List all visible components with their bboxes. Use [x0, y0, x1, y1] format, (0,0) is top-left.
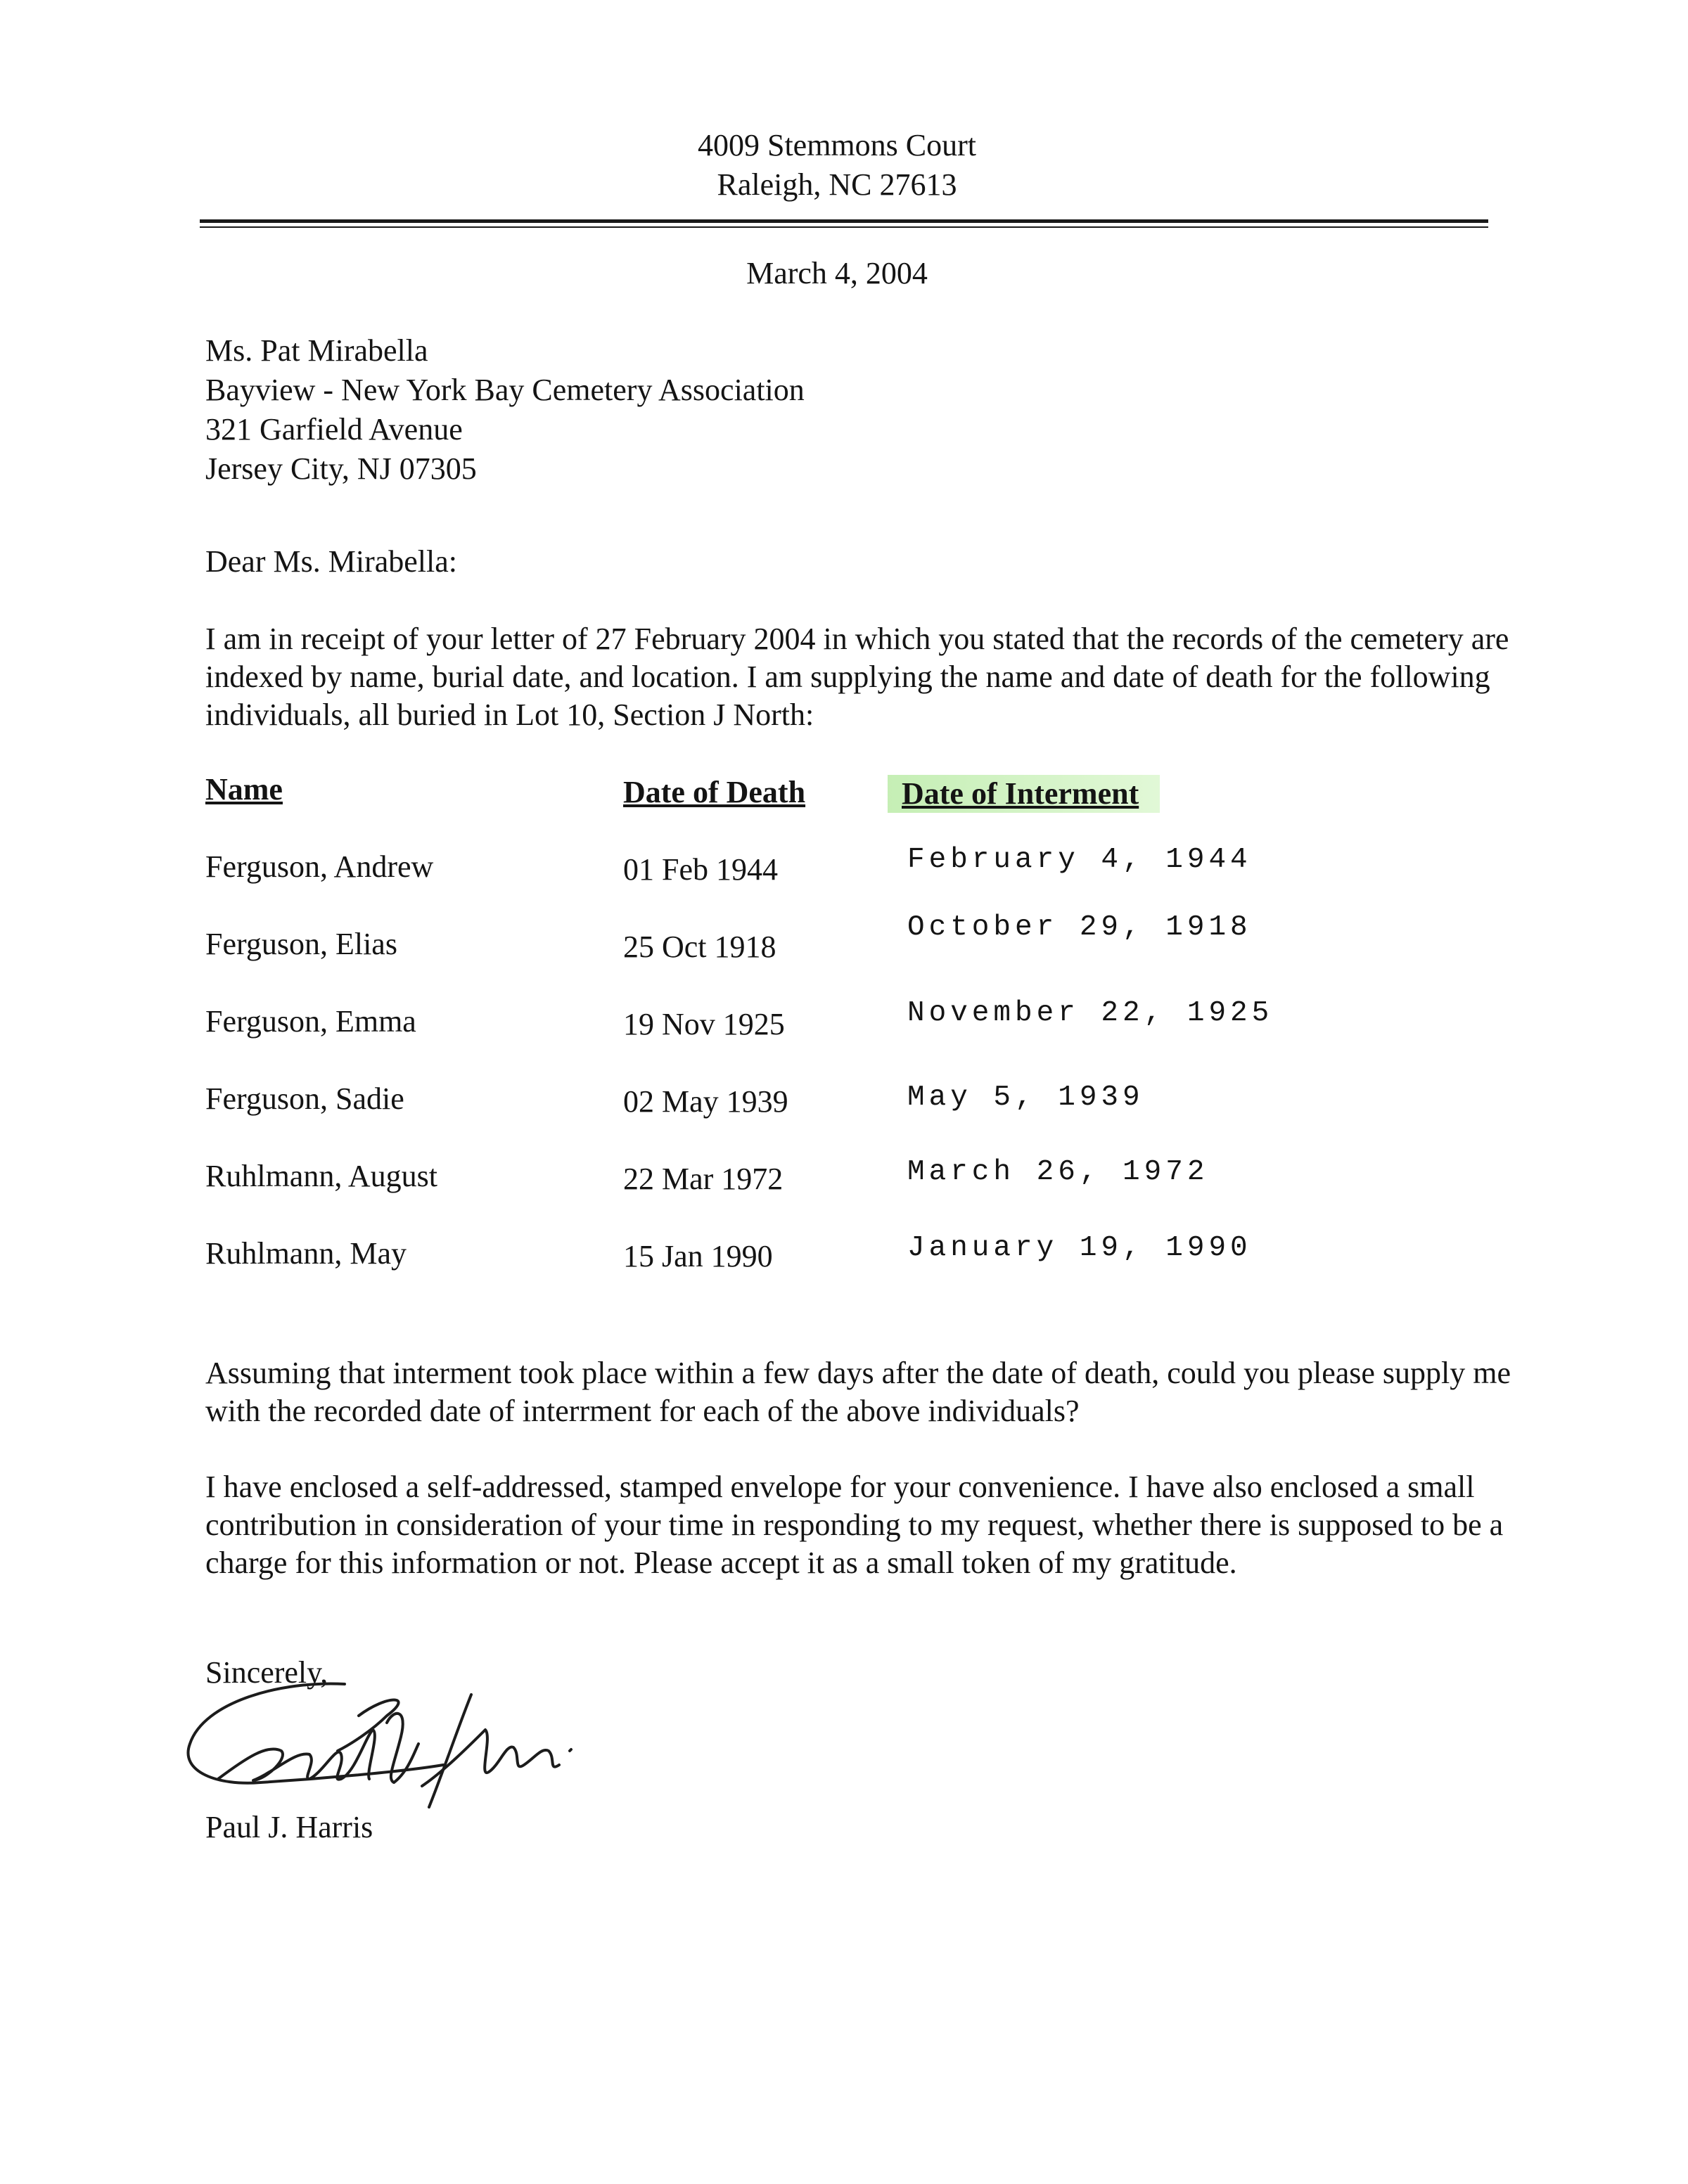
row-date-of-interment: November 22, 1925 — [907, 997, 1274, 1029]
header-date-of-death: Date of Death — [623, 775, 806, 809]
row-date-of-death: 19 Nov 1925 — [623, 1007, 785, 1041]
signer-name: Paul J. Harris — [205, 1810, 373, 1844]
letterhead-rule-bottom — [200, 226, 1488, 228]
row-name: Ferguson, Andrew — [205, 849, 434, 884]
row-date-of-interment: March 26, 1972 — [907, 1156, 1209, 1188]
header-name: Name — [205, 772, 283, 807]
closing: Sincerely, — [205, 1655, 328, 1690]
row-name: Ruhlmann, August — [205, 1159, 438, 1193]
row-name: Ferguson, Elias — [205, 927, 397, 961]
row-date-of-interment: October 29, 1918 — [907, 911, 1252, 944]
header-date-of-interment: Date of Interment — [888, 775, 1160, 813]
salutation: Dear Ms. Mirabella: — [205, 544, 457, 579]
recipient-name: Ms. Pat Mirabella — [205, 333, 428, 368]
row-name: Ruhlmann, May — [205, 1236, 407, 1271]
paragraph-enclosure: I have enclosed a self-addressed, stamped envelope for your convenience. I have also enclosed a small contribution in consideration of your time in responding to my request, whether there is supposed to be a charge for this information or not. Please accept it as a small token of my gratitude. — [205, 1470, 1504, 1580]
letter-date: March 4, 2004 — [746, 256, 928, 290]
recipient-city: Jersey City, NJ 07305 — [205, 451, 477, 486]
paragraph-intro: I am in receipt of your letter of 27 February 2004 in which you stated that the records of the cemetery are indexed by name, burial date, and location. I am supplying the name and date of death for the following individuals, all buried in Lot 10, Section J North: — [205, 622, 1509, 732]
row-date-of-death: 15 Jan 1990 — [623, 1239, 773, 1273]
row-name: Ferguson, Emma — [205, 1004, 416, 1039]
handwritten-signature — [176, 1666, 612, 1828]
row-date-of-interment: February 4, 1944 — [907, 844, 1252, 876]
recipient-street: 321 Garfield Avenue — [205, 412, 463, 447]
row-date-of-death: 22 Mar 1972 — [623, 1162, 784, 1196]
row-date-of-death: 01 Feb 1944 — [623, 852, 778, 887]
row-date-of-death: 02 May 1939 — [623, 1084, 788, 1119]
recipient-organization: Bayview - New York Bay Cemetery Association — [205, 373, 805, 407]
paragraph-request: Assuming that interment took place within a few days after the date of death, could you please supply me with the recorded date of interrment for each of the above individuals? — [205, 1356, 1511, 1428]
letterhead-rule-top — [200, 219, 1488, 223]
row-name: Ferguson, Sadie — [205, 1081, 404, 1116]
row-date-of-interment: January 19, 1990 — [907, 1232, 1252, 1264]
letterhead-address-line2: Raleigh, NC 27613 — [717, 167, 957, 202]
row-date-of-interment: May 5, 1939 — [907, 1081, 1144, 1114]
row-date-of-death: 25 Oct 1918 — [623, 930, 776, 964]
letterhead-address-line1: 4009 Stemmons Court — [697, 128, 977, 162]
